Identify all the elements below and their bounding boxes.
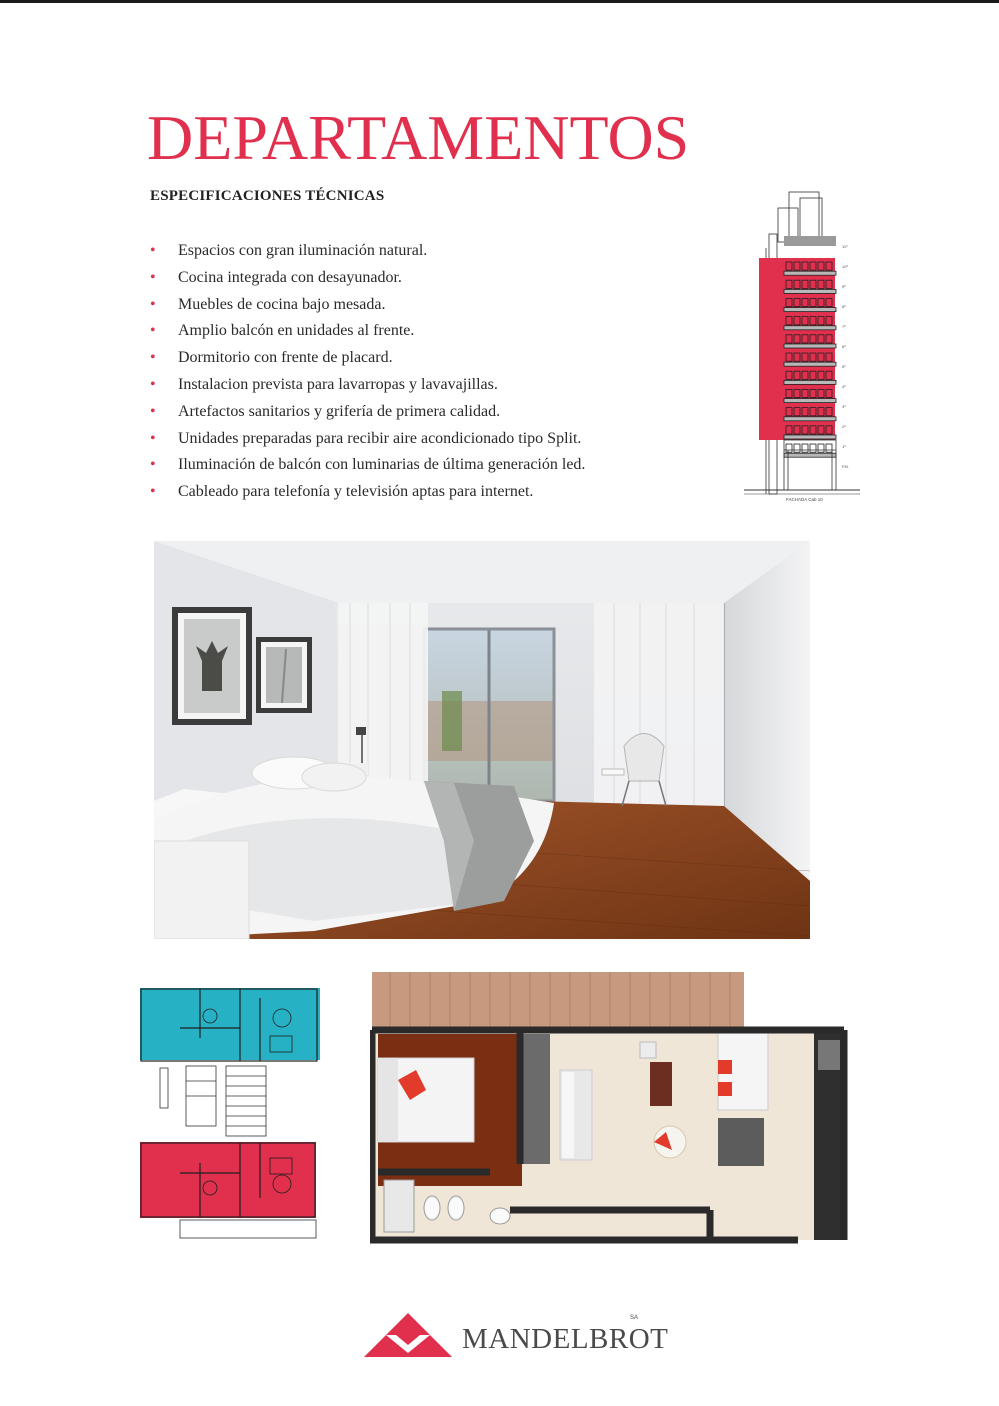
facade-balcony [784, 399, 836, 403]
facade-floor-label: 1º [842, 444, 846, 449]
facade-floor-label: 4º [842, 384, 846, 389]
facade-window [786, 444, 792, 452]
spec-item: • Cableado para telefonía y televisión aptas para internet. [150, 481, 585, 508]
spec-list [150, 240, 585, 508]
bullet-icon: • [150, 322, 156, 340]
unit-highlight-teal [140, 988, 320, 1060]
facade-balcony [784, 271, 836, 275]
company-logo [364, 1313, 669, 1363]
facade-window [810, 444, 816, 452]
top-border [0, 0, 999, 3]
facade-floor-label: P.B. [842, 464, 850, 469]
facade-window [794, 444, 800, 452]
page-title: DEPARTAMENTOS [147, 102, 690, 173]
facade-balcony [784, 289, 836, 293]
bullet-icon: • [150, 268, 156, 286]
bullet-icon: • [150, 402, 156, 420]
bullet-icon: • [150, 242, 156, 259]
bullet-icon: • [150, 483, 156, 501]
spec-item: • Iluminación de balcón con luminarias de última generación led. [150, 454, 585, 481]
facade-balcony [784, 344, 836, 348]
facade-floor-label: 10º [842, 264, 848, 269]
spec-item: • Muebles de cocina bajo mesada. [150, 294, 585, 321]
spec-item: • Amplio balcón en unidades al frente. [150, 320, 585, 347]
facade-balcony [784, 417, 836, 421]
facade-floor-label: 5º [842, 364, 846, 369]
unit-highlight-red [140, 1142, 316, 1218]
spec-item: • Espacios con gran iluminación natural. [150, 240, 585, 267]
facade-floor-label: 8º [842, 304, 846, 309]
facade-balcony [784, 326, 836, 330]
facade-window [802, 444, 808, 452]
bedroom-render [154, 541, 810, 939]
bullet-icon: • [150, 375, 156, 393]
spec-item: • Artefactos sanitarios y grifería de primera calidad. [150, 401, 585, 428]
facade-floor-label: 3º [842, 404, 846, 409]
facade-balcony [784, 435, 836, 439]
facade-floor-label: 6º [842, 344, 846, 349]
spec-item: • Dormitorio con frente de placard. [150, 347, 585, 374]
facade-caption: FACHADA Cab 10 [786, 497, 823, 502]
spec-item: • Unidades preparadas para recibir aire acondicionado tipo Split. [150, 428, 585, 455]
facade-balcony [784, 308, 836, 312]
bullet-icon: • [150, 429, 156, 447]
unit-floor-plan [370, 970, 848, 1250]
spec-item: • Cocina integrada con desayunador. [150, 267, 585, 294]
facade-floor-label: 2º [842, 424, 846, 429]
logo-wordmark: MANDELBROT [462, 1323, 669, 1355]
section-subtitle: ESPECIFICACIONES TÉCNICAS [150, 188, 385, 204]
building-floor-plan [140, 988, 320, 1240]
facade-floor-label: 11º [842, 244, 848, 249]
facade-balcony [784, 362, 836, 366]
facade-drawing [742, 188, 862, 506]
facade-floor-label: 9º [842, 284, 846, 289]
bullet-icon: • [150, 349, 156, 367]
mandelbrot-logo-icon [364, 1313, 452, 1357]
facade-highlight [759, 258, 835, 440]
bullet-icon: • [150, 295, 156, 313]
facade-window [818, 444, 824, 452]
spec-item: • Instalacion prevista para lavarropas y lavavajillas. [150, 374, 585, 401]
logo-suffix: SA [630, 1315, 639, 1321]
facade-balcony [784, 453, 836, 457]
facade-window [826, 444, 832, 452]
balcony-deck [372, 972, 744, 1030]
facade-roof-band [784, 236, 836, 246]
facade-balcony [784, 380, 836, 384]
bullet-icon: • [150, 456, 156, 474]
facade-floor-label: 7º [842, 324, 846, 329]
